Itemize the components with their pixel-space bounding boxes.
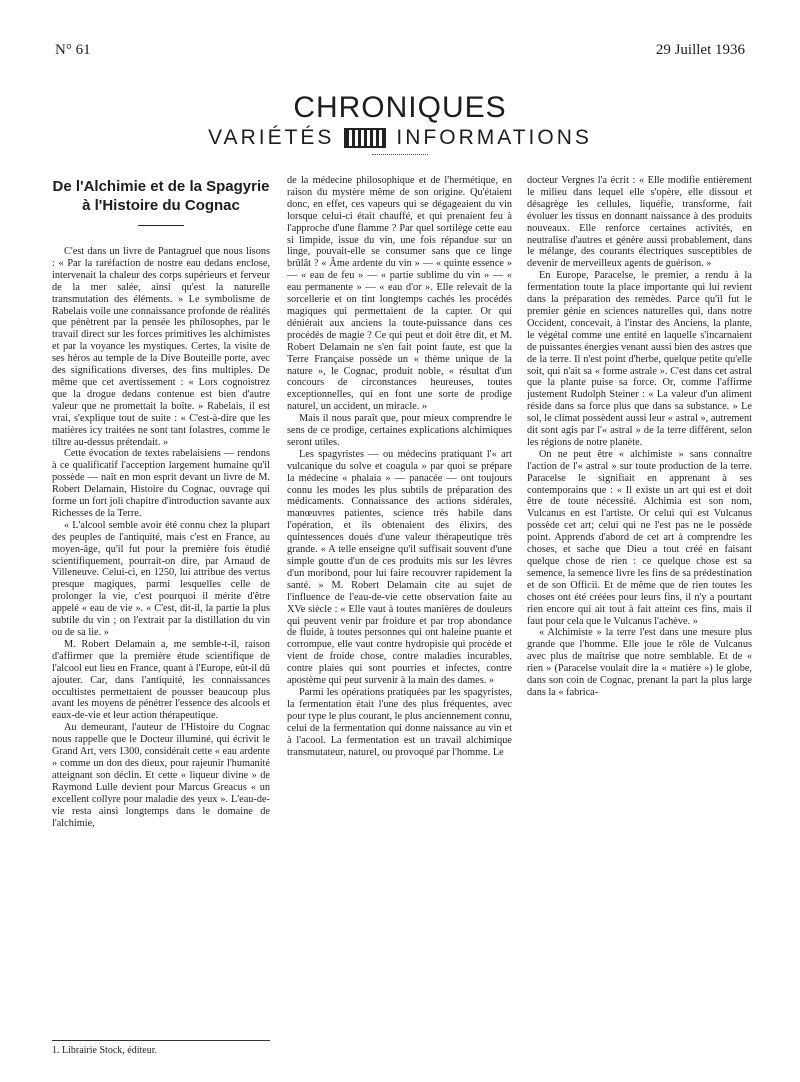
column-2: [287, 175, 512, 1055]
paragraph: « Alchimiste » la terre l'est dans une mesure plus grande que l'homme. Elle joue le rôle de Vulcanus avec plus de maîtrise que notre semblable. Et de « rien » (Paracelse voulait dire la « matière ») le globe, dans son coin de Cognac, prenant la part la plus large dans la « fabrica-: [527, 627, 752, 698]
paragraph: En Europe, Paracelse, le premier, a rendu à la fermentation toute la place importante qui lui revient dans la préparation des remèdes. Parce qu'il fut le premier génie en sciences naturelles qui, dans notre Occident, concevait, à l'instar des Anciens, la plante, le végétal comme une entité en laquelle s'incarnaient de puissantes énergies venant aussi bien des astres que de la terre. Il n'est point d'herbe, quelque petite qu'elle soit, qui n'ait sa « forme astrale ». C'est dans cet astral que la plante puise sa force. Or, comme l'affirme justement Rudolph Steiner : « La valeur d'un aliment réside dans sa force plus que dans sa substance. » Le sol, le climat possèdent aussi leur « astral », autrement dit sont agis par l'« astral » de la terre différent, selon les régions de notre planète.: [527, 270, 752, 448]
column-3: [527, 175, 752, 1055]
paragraph: Cette évocation de textes rabelaisiens — rendons à ce qualificatif l'acception largement humaine qu'il possède — naît en mon esprit devant un livre de M. Robert Delamain, Histoire du Cognac, ouvrage qui forme un fort joli chapitre d'introduction savante aux Richesses de la Terre.: [52, 448, 270, 519]
article-title-line1: De l'Alchimie et de la Spagyrie: [52, 178, 270, 195]
paragraph: C'est dans un livre de Pantagruel que nous lisons : « Par la raréfaction de nostre eau dedans enclose, intervenait la chaleur des corps supérieurs et ferveur de la mer salée, ainsi qu'est la naturelle transmutation des éléments. » Le symbolisme de Rabelais voile une connaissance profonde de réalités que pénètrent par la pensée les philosophes, par le travail direct sur les forces primitives les alchimistes et par la voyance les mystiques. Certes, la visite de ses héros au temple de la Dive Bouteille porte, avec des significations diverses, des fins multiples. De même que cet avertissement : « Lors cognoistrez que la drogue dedans contenue est bien d'autre valeur que ne promettait la boîte. » Rabelais, il est vrai, s'explique tout de suite : « C'est-à-dire que les matières icy traitées ne sont tant folastres, comme le tiltre au-dessus prétendait. »: [52, 246, 270, 448]
paragraph: Au demeurant, l'auteur de l'Histoire du Cognac nous rappelle que le Docteur illuminé, qui écrivit le Grand Art, vers 1300, considérait cette « eau ardente » comme un don des dieux, pour rajeunir l'humanité atteignant son déclin. Et cette « liqueur divine » de Raymond Lulle devient pour Marcus Greacus « un excellent collyre pour maladie des yeux ». L'eau-de-vie resta ainsi longtemps dans le domaine de l'alchimie,: [52, 722, 270, 829]
masthead-left: VARIÉTÉS: [208, 126, 335, 149]
masthead-right: INFORMATIONS: [396, 126, 592, 149]
paragraph: de la médecine philosophique et de l'hermétique, en raison du mystère même de son origine. Qu'étaient donc, en effet, ces vapeurs qui se dégageaient du vin lorsque celui-ci était chauffé, et qui prenaient feu à l'approche d'une flamme ? Par quel sortilège cette eau si limpide, issue du vin, une fois répandue sur un linge, pouvait-elle se consumer sans que ce linge brûlât ? « Âme ardente du vin » — « quinte essence » — « eau de feu » — « partie sublime du vin » — « eau permanente » — « eau d'or ». Elle relevait de la sorcellerie et on tint longtemps cachés les procédés magiques qui permettaient de la capter. Or qui déniérait aux anciens la toute-puissance dans ces procédés de magie ? Ce qui peut et doit être dit, et M. Robert Delamain ne s'en fait point faute, est que la Terre Française possède un « thème unique de la nature », le Cognac, produit noble, « résultat d'un concours de circonstances heureuses, toutes exceptionnelles, qui en font une sorte de prodige naturel, un accident, un miracle. »: [287, 175, 512, 413]
paragraph: M. Robert Delamain a, me semble-t-il, raison d'affirmer que la première étude scientifique de l'alcool eut lieu en France, quant à l'Europe, eût-il dû ajouter. Car, dans l'antiquité, les connaissances occultistes permettaient de pousser beaucoup plus avant les moyens de pénétrer l'essence des alcools et eaux-de-vie et leur action thérapeutique.: [52, 638, 270, 722]
paragraph: Parmi les opérations pratiquées par les spagyristes, la fermentation était l'une des plus fréquentes, avec pour type le plus courant, le plus anciennement connu, celui de la fermentation qui donne naissance au vin et à l'acool. La fermentation est un travail alchimique transmutateur, naturel, ou provoqué par l'homme. Le: [287, 686, 512, 758]
footnote: 1. Librairie Stock, éditeur.: [52, 1040, 270, 1056]
paragraph: Mais il nous paraît que, pour mieux comprendre le sens de ce prodige, certaines explications alchimiques seront utiles.: [287, 413, 512, 448]
issue-number: N° 61: [55, 42, 91, 58]
masthead: [0, 92, 800, 150]
paragraph: Les spagyristes — ou médecins pratiquant l'« art vulcanique du solve et coagula » par quoi se prépare la médecine « phalaia » — panacée — ont toujours connu les modes les plus subtils de préparation des médicaments. Connaissance des actions sidérales, manœuvres patientes, science très habile dans l'opération, et ils obtenaient des élixirs, des quintessences doués d'une valeur thérapeutique très grande. « A telle enseigne qu'il suffisait souvent d'une simple goutte d'un de ces produits mis sur les lèvres d'un moribond, pour lui faire recouvrer rapidement la santé. » M. Robert Delamain cite au sujet de l'influence de l'eau-de-vie cette observation faite au XVe siècle : « Elle vaut à toutes manières de douleurs qui peuvent venir par froidure et par trop abondance de fluide, à toutes personnes qui ont haleine puante et corrompue, elle vaut contre hydropisie qui procède et vient de froide chose, contre maladies incurables, contre plaies qui sont pourries et infectes, contre apostème qui peut survenir à la main des dames. »: [287, 448, 512, 687]
paragraph: On ne peut être « alchimiste » sans connaître l'action de l'« astral » sur toute production de la terre. Paracelse le signifiait en apprenant à ses contemporains que : « Il existe un art qui est et doit être de toute nécessité. Alchimia est son nom, Vulcanus en est l'artiste. Or celui qui est Vulcanus possède cet art; celui qui ne l'est pas ne le possède point. Apprends d'abord de cet art à comprendre les choses, et sache que Dieu a tout créé en faisant quelque chose de rien : ce quelque chose est sa semence, la semence livre les fins de sa prédestination et de son Officii. Et de même que de rien toutes les choses ont été créées pour leurs fins, il n'y a pourtant rien encore qui ait tout à fait atteint ces fins, mais il faut pour cela que le Vulcanus l'achève. »: [527, 448, 752, 627]
issue-date: 29 Juillet 1936: [655, 42, 745, 58]
masthead-title: CHRONIQUES: [293, 91, 507, 124]
column-1: [52, 175, 270, 1055]
article-title: [52, 177, 270, 215]
masthead-rule: [372, 154, 428, 155]
ornament-icon: [344, 128, 386, 148]
paragraph: « L'alcool semble avoir été connu chez la plupart des peuples de l'antiquité, mais c'est en France, au moyen-âge, qu'il fut pour la première fois étudié scientifiquement, pourrait-on dire, par Arnaud de Villeneuve. Celui-ci, en 1250, lui attribue des vertus presque magiques, parmi lesquelles celle de prolonger la vie, c'est pourquoi il mérite d'être appelé « eau de vie ». « C'est, dit-il, la partie la plus subtile du vin ; on l'extrait par la distillation du vin ou de sa lie. »: [52, 519, 270, 638]
title-rule: [138, 225, 184, 226]
paragraph: docteur Vergnes l'a écrit : « Elle modifie entièrement le milieu dans lequel elle s'opère, elle dissout et désagrège les cellules, liquéfie, transforme, fait évoluer les tissus en donnant naissance à des produits nouveaux. Elle renforce certaines activités, en neutralise d'autres et génère aussi probablement, dans le mélange, des courants électriques susceptibles de devenir de merveilleux agents de guérison. »: [527, 175, 752, 270]
article-title-line2: à l'Histoire du Cognac: [82, 197, 240, 214]
masthead-subtitle: [0, 126, 800, 150]
